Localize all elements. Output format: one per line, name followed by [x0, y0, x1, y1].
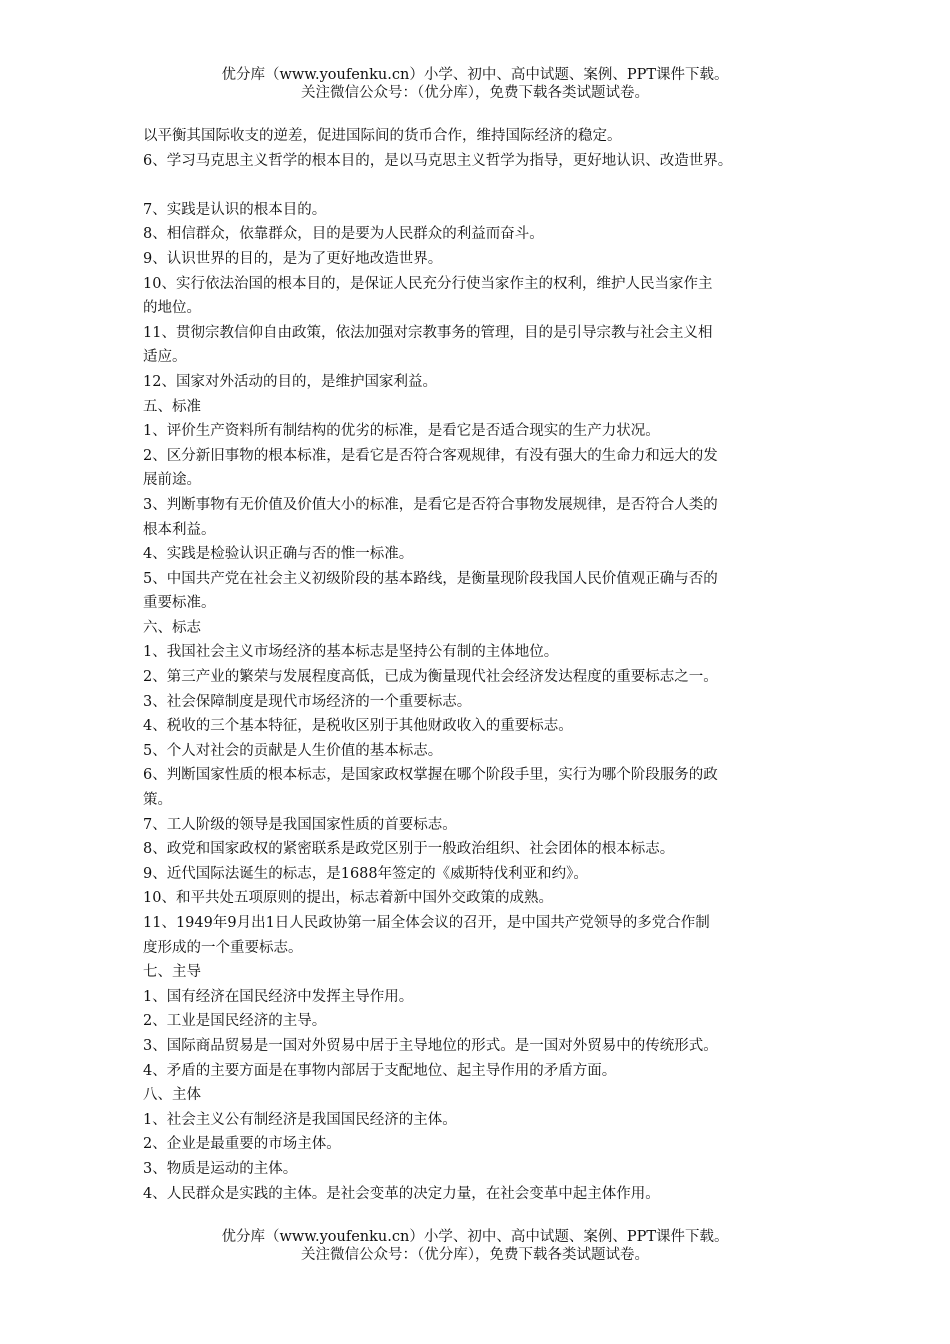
body-line: 度形成的一个重要标志。 [143, 939, 303, 956]
body-line: 2、区分新旧事物的根本标准，是看它是否符合客观规律，有没有强大的生命力和远大的发 [143, 447, 718, 464]
body-line: 4、实践是检验认识正确与否的惟一标准。 [143, 546, 414, 563]
body-line: 根本利益。 [143, 521, 216, 538]
body-line: 12、国家对外活动的目的，是维护国家利益。 [143, 373, 437, 390]
body-line: 1、国有经济在国民经济中发挥主导作用。 [143, 988, 414, 1005]
body-line: 5、个人对社会的贡献是人生价值的基本标志。 [143, 742, 443, 759]
document-body [143, 124, 833, 1206]
body-line: 策。 [143, 792, 172, 809]
body-line: 六、标志 [143, 619, 201, 636]
body-line: 1、评价生产资料所有制结构的优劣的标准，是看它是否适合现实的生产力状况。 [143, 423, 660, 440]
header-line-1: 优分库（www.youfenku.cn）小学、初中、高中试题、案例、PPT课件下载。 [221, 67, 729, 83]
body-line: 3、国际商品贸易是一国对外贸易中居于主导地位的形式。是一国对外贸易中的传统形式。 [143, 1037, 718, 1054]
body-line: 3、判断事物有无价值及价值大小的标准，是看它是否符合事物发展规律，是否符合人类的 [143, 496, 718, 513]
body-line: 的地位。 [143, 300, 201, 317]
body-line: 7、工人阶级的领导是我国国家性质的首要标志。 [143, 816, 457, 833]
body-line: 适应。 [143, 349, 187, 366]
body-line: 10、和平共处五项原则的提出，标志着新中国外交政策的成熟。 [143, 890, 553, 907]
body-line: 七、主导 [143, 964, 201, 981]
body-line: 9、认识世界的目的，是为了更好地改造世界。 [143, 250, 443, 267]
body-line: 八、主体 [143, 1087, 201, 1104]
body-line: 11、1949年9月出1日人民政协第一届全体会议的召开，是中国共产党领导的多党合作制 [143, 915, 710, 931]
body-line: 5、中国共产党在社会主义初级阶段的基本路线，是衡量现阶段我国人民价值观正确与否的 [143, 570, 718, 587]
footer-line-1: 优分库（www.youfenku.cn）小学、初中、高中试题、案例、PPT课件下载。 [221, 1229, 729, 1245]
body-line: 10、实行依法治国的根本目的，是保证人民充分行使当家作主的权利，维护人民当家作主 [143, 275, 713, 292]
body-line: 五、标准 [143, 398, 201, 415]
page-footer [0, 1228, 950, 1264]
body-line: 3、物质是运动的主体。 [143, 1160, 298, 1177]
footer-line-2: 关注微信公众号：（优分库），免费下载各类试题试卷。 [301, 1247, 649, 1263]
body-line: 2、企业是最重要的市场主体。 [143, 1136, 341, 1153]
body-line: 1、社会主义公有制经济是我国国民经济的主体。 [143, 1111, 457, 1128]
body-line: 9、近代国际法诞生的标志，是1688年签定的《威斯特伐利亚和约》。 [143, 865, 588, 882]
body-line: 4、税收的三个基本特征，是税收区别于其他财政收入的重要标志。 [143, 718, 573, 735]
body-line: 3、社会保障制度是现代市场经济的一个重要标志。 [143, 693, 472, 710]
body-line: 展前途。 [143, 472, 201, 489]
body-line: 7、实践是认识的根本目的。 [143, 201, 327, 218]
body-line: 以平衡其国际收支的逆差，促进国际间的货币合作，维持国际经济的稳定。 [143, 128, 622, 144]
body-line [143, 173, 833, 198]
body-line: 1、我国社会主义市场经济的基本标志是坚持公有制的主体地位。 [143, 644, 559, 661]
body-line: 8、相信群众，依靠群众，目的是要为人民群众的利益而奋斗。 [143, 226, 544, 243]
body-line: 8、政党和国家政权的紧密联系是政党区别于一般政治组织、社会团体的根本标志。 [143, 841, 675, 858]
body-line: 重要标准。 [143, 595, 216, 612]
body-line: 6、判断国家性质的根本标志，是国家政权掌握在哪个阶段手里，实行为哪个阶段服务的政 [143, 767, 718, 784]
body-line: 2、工业是国民经济的主导。 [143, 1013, 327, 1030]
body-line: 2、第三产业的繁荣与发展程度高低，已成为衡量现代社会经济发达程度的重要标志之一。 [143, 669, 718, 686]
body-line: 6、学习马克思主义哲学的根本目的，是以马克思主义哲学为指导，更好地认识、改造世界。 [143, 152, 733, 169]
body-line: 11、贯彻宗教信仰自由政策，依法加强对宗教事务的管理，目的是引导宗教与社会主义相 [143, 324, 713, 341]
body-line: 4、人民群众是实践的主体。是社会变革的决定力量，在社会变革中起主体作用。 [143, 1185, 660, 1202]
body-line: 4、矛盾的主要方面是在事物内部居于支配地位、起主导作用的矛盾方面。 [143, 1062, 617, 1079]
page-header [0, 66, 950, 102]
header-line-2: 关注微信公众号：（优分库），免费下载各类试题试卷。 [301, 85, 649, 101]
